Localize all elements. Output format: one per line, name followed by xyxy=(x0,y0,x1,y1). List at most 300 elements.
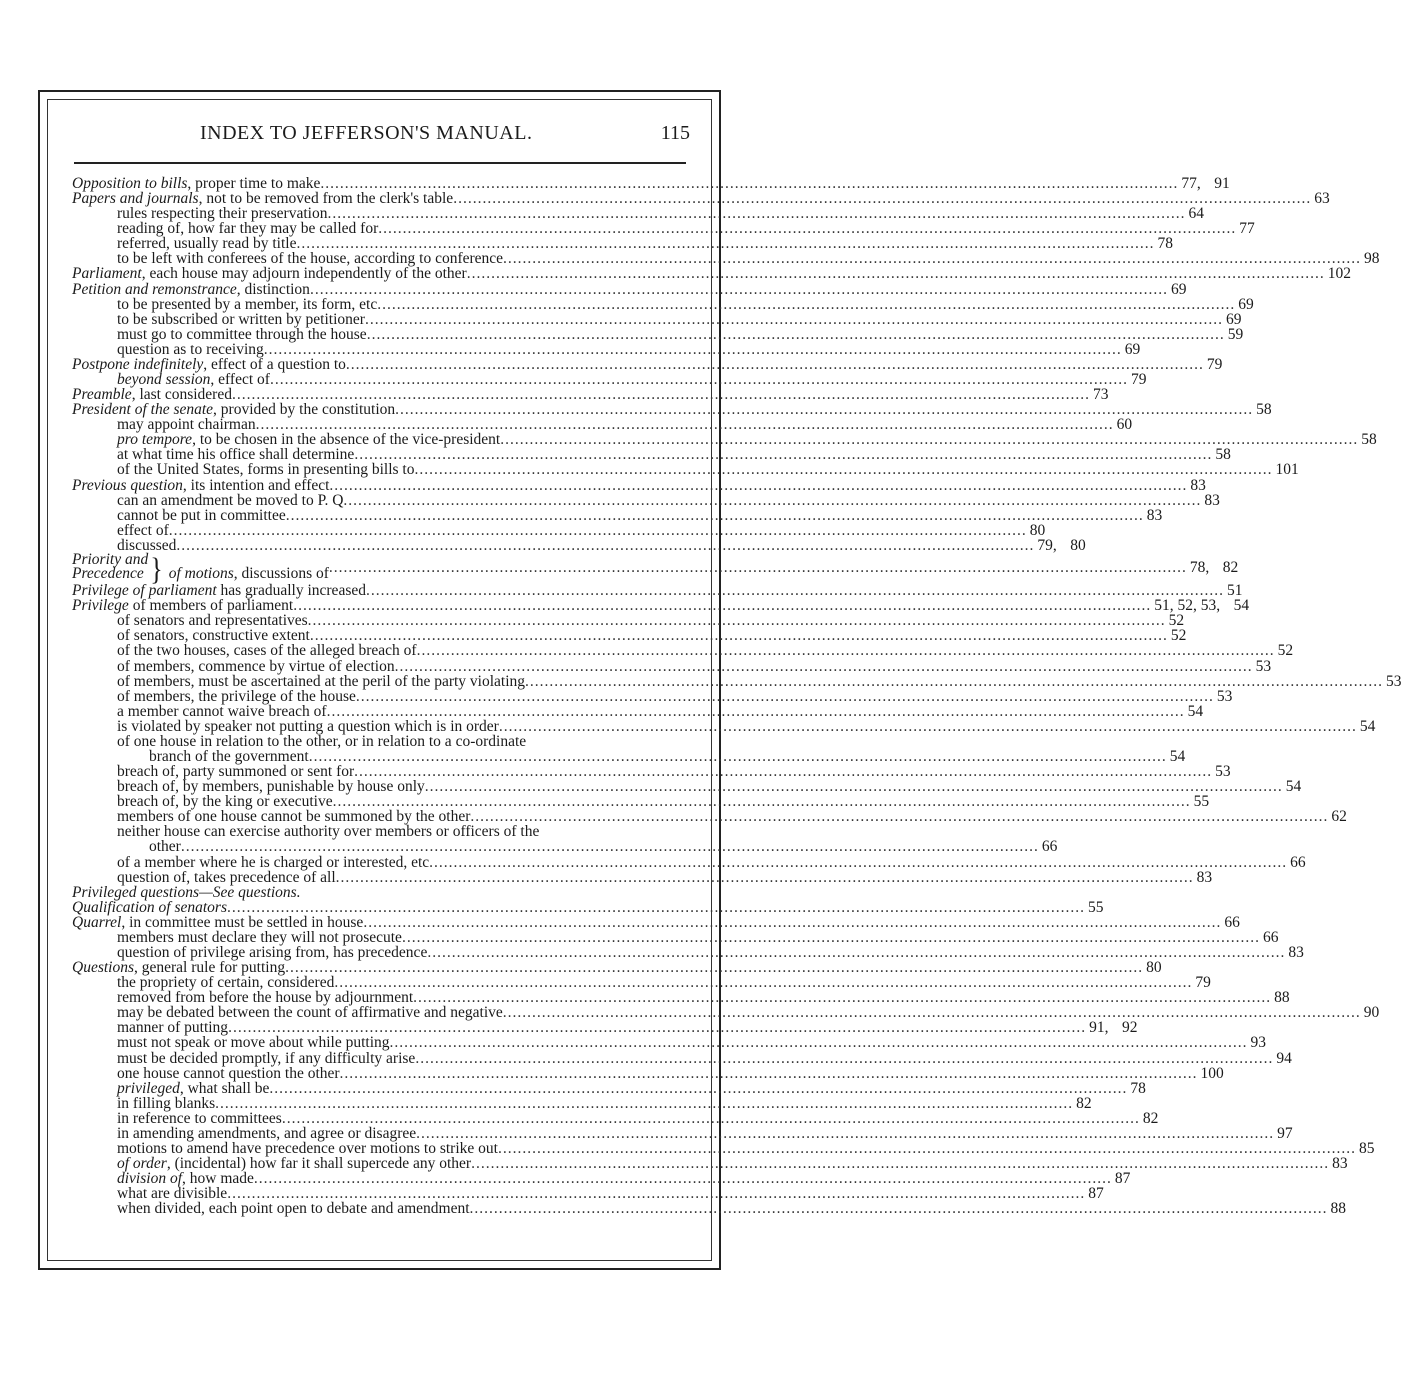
entry-text xyxy=(72,387,232,402)
dot-leader xyxy=(498,1141,1356,1156)
index-entry xyxy=(72,325,1244,343)
page-reference: 54 xyxy=(1169,747,1186,765)
index-entry xyxy=(72,612,1185,630)
dot-leader xyxy=(366,583,1224,598)
entry-text xyxy=(117,462,414,477)
index-entry xyxy=(72,734,690,749)
dot-leader xyxy=(402,930,1260,945)
page-reference: 69 xyxy=(1238,295,1254,313)
entry-description: in amending amendments, and agree or disagree xyxy=(117,1124,417,1142)
index-entry xyxy=(72,824,690,839)
page-reference-2: 91 xyxy=(1214,175,1230,192)
entry-heading: beyond session xyxy=(117,371,211,389)
entry-description: at what time his office shall determine xyxy=(117,446,355,464)
entry-text xyxy=(117,327,367,342)
entry-text xyxy=(117,975,334,990)
page-reference: 87 xyxy=(1114,1170,1131,1188)
dot-leader xyxy=(269,1081,1127,1096)
entry-text xyxy=(117,990,413,1005)
index-entry xyxy=(72,989,1290,1007)
index-entry xyxy=(72,205,1204,223)
page-reference-2: 82 xyxy=(1222,559,1239,577)
entry-description: , its intention and effect xyxy=(182,476,330,494)
entry-text xyxy=(117,236,296,251)
dot-leader xyxy=(310,628,1168,643)
entry-description: when divided, each point open to debate and amendment xyxy=(117,1200,470,1218)
entry-description: motions to amend have precedence over motions to strike out xyxy=(117,1140,498,1157)
dot-leader xyxy=(308,613,1166,628)
page-reference: 78 xyxy=(1130,1079,1146,1097)
dot-leader xyxy=(425,779,1283,794)
page-reference: 69 xyxy=(1170,280,1187,298)
index-entry xyxy=(72,1079,1146,1097)
entry-text xyxy=(117,1126,416,1141)
entry-description: neither house can exercise authority over members or officers of the xyxy=(117,823,540,841)
entry-description: , effect of a question to xyxy=(203,355,346,373)
index-entry xyxy=(72,582,1243,600)
entry-text xyxy=(117,1171,254,1186)
entry-text xyxy=(117,930,402,945)
entry-text xyxy=(117,206,327,221)
entry-description: one house cannot question the other xyxy=(117,1064,340,1082)
index-entry xyxy=(72,1064,1224,1082)
index-entry xyxy=(72,506,1163,524)
entry-description: of members of parliament xyxy=(128,597,294,615)
page-reference: 53 xyxy=(1216,687,1233,705)
entry-text xyxy=(72,176,320,191)
dot-leader xyxy=(414,462,1272,477)
entry-text xyxy=(117,764,354,779)
index-entry xyxy=(72,1094,1092,1112)
index-entry xyxy=(72,657,1272,675)
dot-leader xyxy=(293,598,1151,613)
entry-text xyxy=(117,779,425,794)
entry-text xyxy=(117,251,503,266)
page-reference: 78 xyxy=(1157,235,1173,253)
header-rule xyxy=(74,162,686,164)
page-reference: 80 xyxy=(1146,959,1162,977)
entry-heading: Questions xyxy=(72,959,134,977)
entry-text xyxy=(72,583,366,598)
index-entry xyxy=(72,280,1187,298)
dot-leader xyxy=(427,945,1285,960)
dot-leader xyxy=(356,689,1214,704)
index-entry xyxy=(72,355,1223,373)
index-entry xyxy=(72,265,1351,283)
entry-text xyxy=(117,945,427,960)
entry-description: branch of the government xyxy=(149,747,309,765)
entry-text xyxy=(72,960,285,975)
dot-leader xyxy=(395,659,1253,674)
dot-leader xyxy=(327,704,1185,719)
page-reference: 51, 52, 53, xyxy=(1154,597,1221,615)
entry-text xyxy=(72,915,363,930)
entry-heading: of motions xyxy=(168,565,234,583)
entry-text xyxy=(117,809,470,824)
entry-heading: Qualification of senators xyxy=(72,898,227,916)
index-entry xyxy=(72,340,1141,358)
dot-leader xyxy=(336,870,1194,885)
entry-text xyxy=(117,1005,503,1020)
index-entry xyxy=(72,778,1302,796)
entry-text xyxy=(117,221,378,236)
page-reference: 87 xyxy=(1088,1185,1104,1203)
dot-leader xyxy=(309,749,1167,764)
entry-text xyxy=(117,734,526,749)
page-reference-2: 54 xyxy=(1233,597,1250,615)
dot-leader xyxy=(254,1171,1112,1186)
dot-leader xyxy=(228,1020,1086,1035)
entry-text xyxy=(72,266,467,281)
entry-description: must be decided promptly, if any difficulty arise xyxy=(117,1049,416,1067)
entry-text xyxy=(117,1141,498,1156)
index-entry xyxy=(72,853,1306,871)
entry-text xyxy=(72,282,310,297)
entry-description: of the two houses, cases of the alleged breach of xyxy=(117,642,417,660)
entry-description: , general rule for putting xyxy=(134,959,286,977)
dot-leader xyxy=(296,236,1154,251)
dot-leader xyxy=(503,1005,1361,1020)
index-entry xyxy=(72,1200,1347,1218)
entry-heading: Petition and remonstrance xyxy=(72,280,237,298)
page-reference: 66 xyxy=(1290,853,1306,871)
entry-description: can an amendment be moved to P. Q xyxy=(117,491,344,509)
entry-description: in reference to committees xyxy=(117,1109,282,1127)
index-entry xyxy=(72,959,1162,977)
index-entry xyxy=(72,943,1304,961)
index-entry xyxy=(72,1034,1267,1052)
dot-leader xyxy=(377,297,1235,312)
page-reference: 52 xyxy=(1277,642,1294,660)
entry-text xyxy=(117,1186,227,1201)
entry-description: members of one house cannot be summoned by the other xyxy=(117,808,471,826)
page-reference-2: 92 xyxy=(1121,1019,1138,1037)
page-reference: 53 xyxy=(1255,657,1272,675)
page-reference: 53 xyxy=(1386,672,1402,690)
entry-description: to be left with conferees of the house, according to conference xyxy=(117,250,504,268)
page-reference: 80 xyxy=(1029,521,1046,539)
dot-leader xyxy=(429,855,1287,870)
index-entry xyxy=(72,371,1147,389)
page-reference: 93 xyxy=(1250,1034,1267,1052)
index-entry xyxy=(72,1004,1380,1022)
entry-description: , provided by the constitution xyxy=(213,401,396,419)
index-entry xyxy=(72,310,1242,328)
dot-leader xyxy=(310,282,1168,297)
entry-heading: pro tempore xyxy=(117,431,193,449)
entry-description: to be presented by a member, its form, etc xyxy=(117,295,378,313)
dot-leader xyxy=(416,1126,1274,1141)
stacked-heading-line: Precedence xyxy=(72,565,144,583)
page-header xyxy=(60,122,700,152)
index-entry xyxy=(72,491,1220,509)
entry-heading: of order xyxy=(117,1155,167,1173)
entry-text xyxy=(72,357,346,372)
page-reference: 59 xyxy=(1227,325,1244,343)
page-reference: 69 xyxy=(1225,310,1242,328)
index-entry xyxy=(72,747,1186,765)
entry-text xyxy=(72,598,293,613)
entry-description: , in committee must be settled in house xyxy=(121,913,364,931)
index-entry xyxy=(72,1049,1292,1067)
dot-leader xyxy=(363,915,1221,930)
entry-text xyxy=(117,1051,415,1066)
entry-text xyxy=(117,508,286,523)
entry-description: question as to receiving xyxy=(117,340,264,358)
dot-leader xyxy=(471,1156,1329,1171)
entry-text xyxy=(117,1035,390,1050)
entry-description: , how made xyxy=(182,1170,254,1188)
entry-description: , effect of xyxy=(210,371,270,389)
entry-description: of members, must be ascertained at the peril of the party violating xyxy=(117,672,526,690)
entry-heading: Postpone indefinitely xyxy=(72,355,204,373)
entry-description: , discussions of xyxy=(233,565,329,583)
index-entry xyxy=(72,868,1213,886)
entry-description: , last considered xyxy=(131,386,232,404)
dot-leader xyxy=(467,266,1325,281)
page-reference: 58 xyxy=(1215,446,1231,464)
dot-leader xyxy=(181,839,1039,854)
dot-leader xyxy=(232,387,1090,402)
page-reference: 79 xyxy=(1130,371,1147,389)
index-entry xyxy=(72,885,690,900)
entry-heading: Opposition to bills xyxy=(72,175,188,192)
page-reference: 66 xyxy=(1041,838,1058,856)
entry-description: , (incidental) how far it shall supercede any other xyxy=(166,1155,472,1173)
index-entry xyxy=(72,974,1211,992)
entry-text xyxy=(117,417,256,432)
dot-leader xyxy=(256,417,1114,432)
entry-description: breach of, by members, punishable by house only xyxy=(117,778,425,796)
entry-description: of senators, constructive extent xyxy=(117,627,310,645)
index-entry xyxy=(72,702,1204,720)
page-reference: 83 xyxy=(1190,476,1206,494)
page-reference: 66 xyxy=(1224,913,1240,931)
entry-description: cannot be put in committee xyxy=(117,506,286,524)
entry-text xyxy=(72,900,227,915)
entry-text xyxy=(117,1096,215,1111)
dot-leader xyxy=(227,900,1085,915)
dot-leader xyxy=(320,176,1178,191)
index-entry xyxy=(72,1155,1348,1173)
entry-description: of the United States, forms in presenting bills to xyxy=(117,461,415,479)
page-reference: 100 xyxy=(1200,1064,1224,1082)
page-reference: 58 xyxy=(1256,401,1272,419)
entry-description: of members, the privilege of the house xyxy=(117,687,356,705)
index-entry xyxy=(72,431,1377,449)
index-entry xyxy=(72,717,1376,735)
index-entry xyxy=(72,220,1255,238)
dot-leader xyxy=(327,206,1185,221)
dot-leader xyxy=(270,372,1128,387)
dot-leader xyxy=(367,327,1225,342)
index-entry xyxy=(72,793,1210,811)
page-reference: 83 xyxy=(1332,1155,1348,1173)
entry-description: of one house in relation to the other, or in relation to a co-ordinate xyxy=(117,732,527,750)
entry-description: a member cannot waive breach of xyxy=(117,702,327,720)
entry-description: of senators and representatives xyxy=(117,612,308,630)
entry-description: has gradually increased xyxy=(216,582,366,600)
page-reference: 55 xyxy=(1088,898,1104,916)
index-entry xyxy=(72,672,1402,690)
stacked-heading-line: Priority and xyxy=(72,551,149,569)
page-reference: 83 xyxy=(1204,491,1220,509)
entry-heading: Previous question xyxy=(72,476,183,494)
entry-description: , each house may adjourn independently of the other xyxy=(141,265,467,283)
entry-description: , distinction xyxy=(236,280,310,298)
page-reference: 60 xyxy=(1116,416,1133,434)
page-reference: 55 xyxy=(1193,793,1210,811)
entry-text xyxy=(117,719,499,734)
page-title: INDEX TO JEFFERSON'S MANUAL. xyxy=(200,122,533,144)
entry-description: is violated by speaker not putting a question which is in order xyxy=(117,717,499,735)
dot-leader xyxy=(227,1186,1085,1201)
entry-description: question of, takes precedence of all xyxy=(117,868,336,886)
page-reference: 83 xyxy=(1196,868,1213,886)
entry-heading: Preamble xyxy=(72,386,132,404)
entry-description: , what shall be xyxy=(179,1079,270,1097)
dot-leader xyxy=(354,447,1212,462)
dot-leader xyxy=(176,538,1034,553)
entry-description: manner of putting xyxy=(117,1019,229,1037)
dot-leader xyxy=(413,990,1271,1005)
page-reference: 83 xyxy=(1146,506,1163,524)
dot-leader xyxy=(453,191,1311,206)
index-entry xyxy=(72,235,1173,253)
entry-description: , not to be removed from the clerk's table xyxy=(198,190,454,208)
page-reference: 51 xyxy=(1226,582,1243,600)
index-entry xyxy=(72,295,1254,313)
entry-text xyxy=(117,1156,471,1171)
page-reference: 102 xyxy=(1327,265,1351,283)
dot-leader xyxy=(390,1035,1248,1050)
page-reference: 63 xyxy=(1314,190,1330,208)
entry-description: to be subscribed or written by petitioner xyxy=(117,310,365,328)
brace-glyph: } xyxy=(150,552,163,587)
entry-text xyxy=(149,749,309,764)
index-entry xyxy=(72,808,1347,826)
entry-text xyxy=(72,551,329,587)
entry-text xyxy=(117,1201,470,1216)
page-reference: 88 xyxy=(1274,989,1290,1007)
index-entry xyxy=(72,838,1058,856)
entry-description: of members, commence by virtue of election xyxy=(117,657,395,675)
entry-text xyxy=(117,794,333,809)
entry-text xyxy=(117,643,417,658)
page-reference: 88 xyxy=(1330,1200,1347,1218)
entry-description: referred, usually read by title xyxy=(117,235,297,253)
index-entry xyxy=(72,401,1272,419)
index-entry xyxy=(72,386,1109,404)
index-entry xyxy=(72,461,1299,479)
page-reference-2: 80 xyxy=(1070,536,1086,554)
entry-text xyxy=(72,478,329,493)
entry-description: members must declare they will not prosecute xyxy=(117,928,402,946)
dot-leader xyxy=(365,312,1223,327)
entry-text xyxy=(117,704,327,719)
entry-description: may be debated between the count of affirmative and negative xyxy=(117,1004,503,1022)
index-entry xyxy=(72,1019,1138,1037)
dot-leader xyxy=(378,221,1236,236)
index-entry xyxy=(72,1140,1375,1157)
entry-text xyxy=(72,885,301,900)
dot-leader xyxy=(286,508,1144,523)
dot-leader xyxy=(503,251,1361,266)
dot-leader xyxy=(417,643,1275,658)
entry-text xyxy=(117,689,356,704)
entry-text xyxy=(117,342,264,357)
page-reference: 91, xyxy=(1089,1019,1109,1037)
entry-description: , to be chosen in the absence of the vice-president xyxy=(192,431,501,449)
index-entry xyxy=(72,928,1279,946)
index-entry xyxy=(72,763,1231,781)
index-entry xyxy=(72,1109,1159,1127)
entry-description: breach of, by the king or executive xyxy=(117,793,333,811)
entry-description: reading of, how far they may be called for xyxy=(117,220,379,238)
dot-leader xyxy=(329,478,1187,493)
entry-text xyxy=(117,1111,282,1126)
dot-leader xyxy=(333,794,1191,809)
page-reference: 82 xyxy=(1076,1094,1092,1112)
dot-leader xyxy=(346,357,1204,372)
dot-leader xyxy=(329,560,1187,575)
dot-leader xyxy=(264,342,1122,357)
dot-leader xyxy=(525,674,1383,689)
entry-description: may appoint chairman xyxy=(117,416,256,434)
page-reference: 52 xyxy=(1170,627,1187,645)
page-reference: 54 xyxy=(1359,717,1376,735)
index-entry xyxy=(72,551,1239,587)
entry-text xyxy=(72,402,395,417)
entry-description: removed from before the house by adjournment xyxy=(117,989,414,1007)
entry-text xyxy=(117,447,354,462)
entry-text xyxy=(117,1020,228,1035)
entry-description: , proper time to make xyxy=(187,175,321,192)
entry-description: the propriety of certain, considered xyxy=(117,974,335,992)
page-reference: 79 xyxy=(1195,974,1211,992)
index-entry xyxy=(72,1124,1293,1142)
entry-heading: Papers and journals xyxy=(72,190,199,208)
entry-text xyxy=(117,432,500,447)
entry-text xyxy=(117,659,395,674)
entry-text xyxy=(117,870,336,885)
page-reference: 77, xyxy=(1181,175,1201,192)
entry-description: must not speak or move about while putting xyxy=(117,1034,390,1052)
index-entry xyxy=(72,1170,1131,1188)
dot-leader xyxy=(395,402,1253,417)
entry-heading: Privilege xyxy=(72,597,129,615)
dot-leader xyxy=(340,1066,1198,1081)
index-entry xyxy=(72,250,1380,268)
dot-leader xyxy=(354,764,1212,779)
dot-leader xyxy=(500,432,1358,447)
index-entry xyxy=(72,190,1330,208)
page-reference: 101 xyxy=(1275,461,1299,479)
index-entry xyxy=(72,642,1294,660)
page-reference: 58 xyxy=(1361,431,1377,449)
page-reference: 62 xyxy=(1331,808,1347,826)
dot-leader xyxy=(285,960,1143,975)
entry-text xyxy=(117,855,429,870)
index-entry xyxy=(72,687,1233,705)
page-reference: 94 xyxy=(1276,1049,1292,1067)
dot-leader xyxy=(334,975,1192,990)
index-entry xyxy=(72,913,1240,931)
dot-leader xyxy=(470,809,1328,824)
page-reference: 78, xyxy=(1189,559,1210,577)
stacked-heading xyxy=(72,553,148,581)
page-reference: 97 xyxy=(1277,1124,1293,1142)
